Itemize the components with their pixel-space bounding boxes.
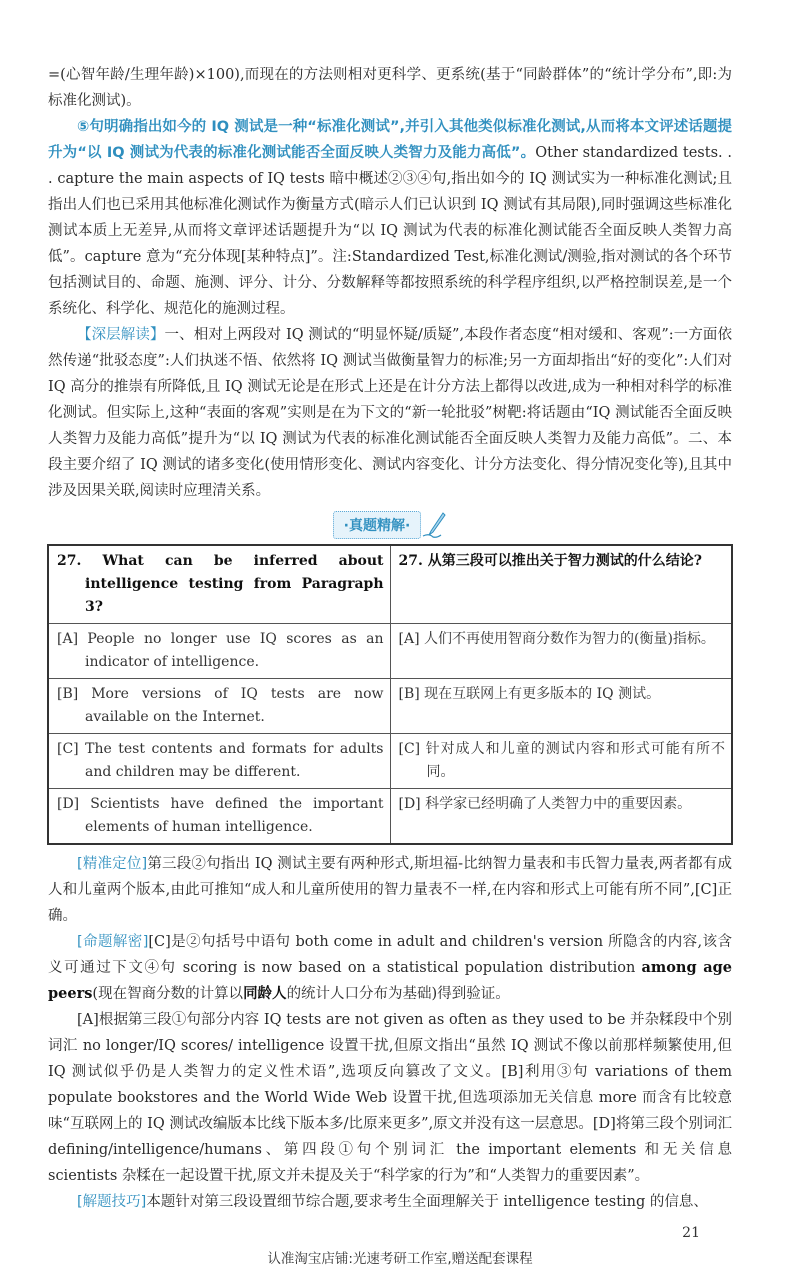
option-c-english: [C] The test contents and formats for adults and children may be different.	[57, 741, 384, 780]
option-a-english: [A] People no longer use IQ scores as an indicator of intelligence.	[57, 631, 384, 670]
section-header	[48, 510, 732, 540]
option-b-english: [B] More versions of IQ tests are now available on the Internet.	[57, 686, 384, 725]
paragraph-text: 本题针对第三段设置细节综合题,要求考生全面理解关于 intelligence testing 的信息、	[146, 1194, 708, 1210]
paragraph-text: (现在智商分数的计算以	[92, 986, 244, 1002]
bold-phrase: 同龄人	[243, 985, 287, 1002]
option-a-chinese: [A] 人们不再使用智商分数作为智力的(衡量)指标。	[398, 631, 715, 647]
paragraph-deep-reading	[48, 322, 732, 504]
table-row-option-d	[48, 789, 732, 845]
page-number: 21	[682, 1225, 700, 1241]
table-row-option-c	[48, 734, 732, 789]
highlighted-summary: ⑤句明确指出如今的 IQ 测试是一种“标准化测试”,并引入其他类似标准化测试,从而将本文评述话题提升为“以 IQ 测试为代表的标准化测试能否全面反映人类智力及能力高低”。	[48, 119, 732, 161]
option-b-chinese: [B] 现在互联网上有更多版本的 IQ 测试。	[398, 686, 661, 702]
question-decoding-label: [命题解密]	[77, 934, 149, 950]
paragraph-text: 第三段②句指出 IQ 测试主要有两种形式,斯坦福-比纳智力量表和韦氏智力量表,两者都有成人和儿童两个版本,由此可推知“成人和儿童所使用的智力量表不一样,在内容和形式上可能有所不同”,[C]正确。	[48, 856, 732, 924]
question-chinese: 27. 从第三段可以推出关于智力测试的什么结论?	[398, 553, 702, 569]
paragraph-text: Other standardized tests. . . capture the main aspects of IQ tests 暗中概述②③④句,指出如今的 IQ 测试实为一种标准化测试;且指出人们也已采用其他标准化测试作为衡量方式(暗示人们已认识到 IQ 测试有其局限),同时强调这些标准化测试本质上无差异,从而将文章评述话题提升为“以 IQ 测试为代表的标准化测试能否全面反映人类智力高低”。capture 意为“充分体现[某种特点]”。注:Standardized Test,标准化测试/测验,指对测试的各个环节包括测试目的、命题、施测、评分、计分、分数解释等都按照系统的科学程序组织,以严格控制误差,是一个系统化、科学化、规范化的施测过程。	[48, 145, 733, 317]
paragraph-text: 的统计人口分布为基础)得到验证。	[286, 986, 510, 1002]
paragraph-continuation: =(心智年龄/生理年龄)×100),而现在的方法则相对更科学、更系统(基于“同龄群体”的“统计学分布”,即:为标准化测试)。	[48, 67, 732, 109]
page-content	[48, 0, 732, 1243]
paragraph-sentence-5-analysis	[48, 114, 732, 322]
table-row-option-a	[48, 624, 732, 679]
option-d-english: [D] Scientists have defined the important elements of human intelligence.	[57, 796, 384, 835]
section-title: ·真题精解·	[333, 511, 422, 539]
paragraph-precise-location	[48, 851, 732, 929]
option-d-chinese: [D] 科学家已经明确了人类智力中的重要因素。	[398, 796, 692, 812]
pen-icon	[421, 511, 447, 539]
table-row-question	[48, 545, 732, 624]
solving-tips-label: [解题技巧]	[77, 1194, 147, 1210]
question-table	[47, 544, 733, 845]
paragraph-question-decoding	[48, 929, 732, 1007]
footer-note: 认准淘宝店铺:光速考研工作室,赠送配套课程	[267, 1251, 533, 1267]
deep-reading-label: 【深层解读】	[77, 327, 165, 343]
paragraph-distractor-analysis: [A]根据第三段①句部分内容 IQ tests are not given as often as they used to be 并杂糅段中个别词汇 no longer/IQ scores/ intelligence 设置干扰,但原文指出“虽然 IQ 测试不像以前那样频繁使用,但 IQ 测试似乎仍是人类智力的定义性术语”,选项反向篡改了文义。[B]利用③句 variations of them populate bookstores and the World Wide Web 设置干扰,但选项添加无关信息 more 而含有比较意味“互联网上的 IQ 测试改编版本比线下版本多/比原来更多”,原文并没有这一层意思。[D]将第三段个别词汇 defining/intelligence/humans、第四段①句个别词汇 the important elements 和无关信息 scientists 杂糅在一起设置干扰,原文并未提及关于“科学家的行为”和“人类智力的重要因素”。	[48, 1012, 732, 1184]
paragraph-text: [C]是②句括号中语句 both come in adult and children's version 所隐含的内容,该含义可通过下文④句 scoring is now based on a statistical population distribution	[48, 934, 732, 976]
question-english: 27. What can be inferred about intelligence testing from Paragraph 3?	[57, 553, 384, 615]
table-row-option-b	[48, 679, 732, 734]
option-c-chinese: [C] 针对成人和儿童的测试内容和形式可能有所不同。	[398, 741, 725, 780]
bold-phrase: among age peers	[48, 959, 732, 1002]
precise-location-label: [精准定位]	[77, 856, 148, 872]
paragraph-solving-tips	[48, 1189, 732, 1215]
paragraph-text: 一、相对上两段对 IQ 测试的“明显怀疑/质疑”,本段作者态度“相对缓和、客观”:一方面依然传递“批驳态度”:人们执迷不悟、依然将 IQ 测试当做衡量智力的标准;另一方面却指出“好的变化”:人们对 IQ 高分的推崇有所降低,且 IQ 测试无论是在形式上还是在计分方法上都得以改进,成为一种相对科学的标准化测试。但实际上,这种“表面的客观”实则是在为下文的“新一轮批驳”树靶:将话题由“IQ 测试能否全面反映人类智力及能力高低”提升为“以 IQ 测试为代表的标准化测试能否全面反映人类智力及能力高低”。二、本段主要介绍了 IQ 测试的诸多变化(使用情形变化、测试内容变化、计分方法变化、得分情况变化等),且其中涉及因果关联,阅读时应理清关系。	[48, 327, 732, 499]
